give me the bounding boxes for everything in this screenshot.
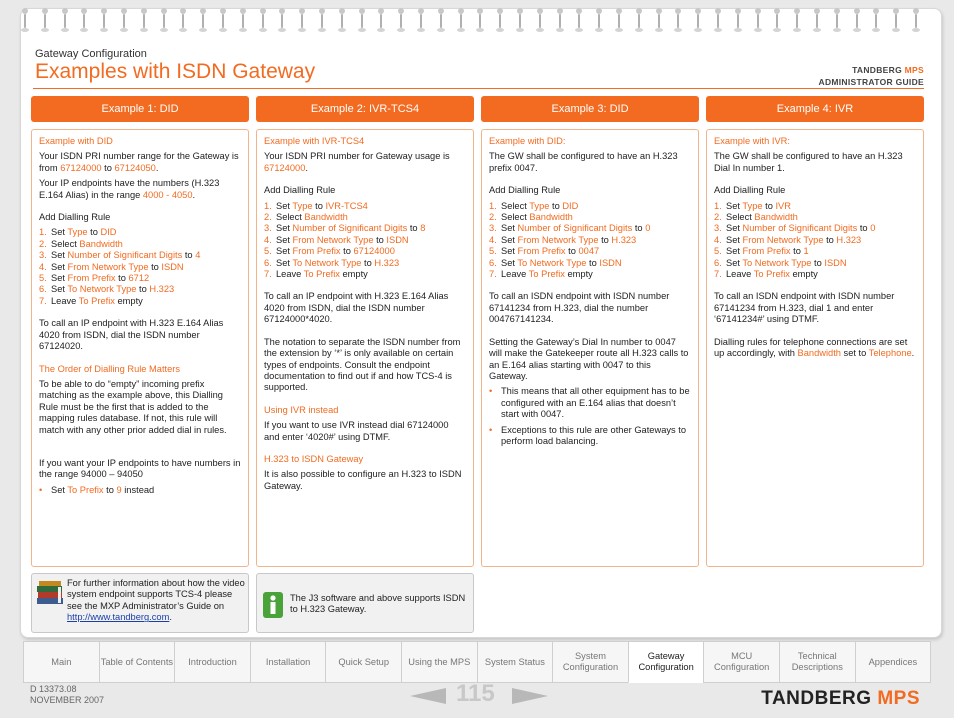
spiral-binding (24, 0, 936, 40)
bullet-item: • This means that all other equipment has to be configured with an E.164 alias that doesn’t start with 0047. (489, 386, 690, 420)
binding-ring (915, 14, 917, 28)
h323-isdn-heading: H.323 to ISDN Gateway (264, 453, 364, 464)
brand-name: TANDBERG (852, 65, 902, 75)
brand-header (819, 64, 925, 88)
dialling-rule-step: 2. Select Bandwidth (264, 212, 348, 223)
tab-example-4[interactable]: Example 4: IVR (706, 96, 924, 122)
binding-ring (539, 14, 541, 28)
dialling-rule-step: 6. Set To Network Type to ISDN (489, 257, 622, 268)
dialling-rule-list (714, 201, 916, 281)
binding-ring (103, 14, 105, 28)
binding-ring (559, 14, 561, 28)
dialling-rule-step: 4. Set From Network Type to ISDN (39, 261, 184, 272)
binding-ring (400, 14, 402, 28)
binding-ring (281, 14, 283, 28)
binding-ring (24, 14, 26, 28)
dialling-rule-step: 5. Set From Prefix to 1 (714, 246, 809, 257)
nav-tab-quick-setup[interactable]: Quick Setup (325, 641, 402, 683)
binding-ring (440, 14, 442, 28)
nav-tab-gateway-configuration[interactable]: Gateway Configuration (628, 641, 705, 683)
dialling-rule-step: 3. Set Number of Significant Digits to 0 (489, 223, 651, 234)
section-subtitle: Gateway Configuration (35, 48, 147, 60)
tandberg-link[interactable]: http://www.tandberg.com (67, 612, 170, 623)
example-2-call-text: To call an IP endpoint with H.323 E.164 Alias 4020 from ISDN, dial the ISDN number 67124000*4020. (264, 291, 449, 325)
binding-ring (380, 14, 382, 28)
example-1-aliases: Your IP endpoints have the numbers (H.323 E.164 Alias) in the range 4000 - 4050. (39, 178, 220, 200)
rule-title: Add Dialling Rule (39, 212, 111, 223)
dialling-rule-step: 7. Leave To Prefix empty (489, 269, 593, 280)
binding-ring (816, 14, 818, 28)
dialling-rule-list (489, 201, 691, 281)
binding-ring (618, 14, 620, 28)
bullet-icon: • (39, 484, 43, 495)
document-info (30, 684, 104, 706)
nav-tab-system-status[interactable]: System Status (477, 641, 554, 683)
dialling-rule-step: 1. Set Type to IVR (714, 200, 791, 211)
binding-ring (222, 14, 224, 28)
binding-ring (737, 14, 739, 28)
dialling-rule-step: 4. Set From Network Type to ISDN (264, 234, 409, 245)
binding-ring (677, 14, 679, 28)
range-text: If you want your IP endpoints to have numbers in the range 94000 – 94050 (39, 457, 241, 480)
dialling-rule-step: 5. Set From Prefix to 0047 (489, 246, 600, 257)
binding-ring (757, 14, 759, 28)
example-3-heading: Example with DID: (489, 136, 566, 146)
dialling-rule-step: 1. Set Type to IVR-TCS4 (264, 200, 368, 211)
binding-ring (519, 14, 521, 28)
dialling-rule-step: 2. Select Bandwidth (39, 238, 123, 249)
example-1-panel (31, 129, 249, 567)
example-4-dial-in: The GW shall be configured to have an H.323 Dial In number 1. (714, 151, 903, 173)
dialling-rule-step: 2. Select Bandwidth (714, 212, 798, 223)
page-number: 115 (456, 680, 495, 707)
binding-ring (638, 14, 640, 28)
dialling-rule-step: 6. Set To Network Type to H.323 (39, 284, 175, 295)
nav-tab-technical-descriptions[interactable]: Technical Descriptions (779, 641, 856, 683)
example-3-prefix: The GW shall be configured to have an H.323 prefix 0047. (489, 151, 678, 173)
page-title: Examples with ISDN Gateway (35, 60, 316, 83)
binding-ring (796, 14, 798, 28)
binding-ring (697, 14, 699, 28)
binding-ring (856, 14, 858, 28)
h323-isdn-text: It is also possible to configure an H.323 to ISDN Gateway. (264, 469, 462, 491)
binding-ring (499, 14, 501, 28)
binding-ring (420, 14, 422, 28)
binding-ring (598, 14, 600, 28)
nav-tab-introduction[interactable]: Introduction (174, 641, 251, 683)
nav-tab-using-the-mps[interactable]: Using the MPS (401, 641, 478, 683)
binding-ring (242, 14, 244, 28)
brand-mps: MPS (904, 65, 924, 75)
binding-ring (123, 14, 125, 28)
binding-ring (895, 14, 897, 28)
dialling-rule-step: 4. Set From Network Type to H.323 (489, 234, 637, 245)
rule-title: Add Dialling Rule (489, 185, 561, 196)
tandberg-logo: TANDBERG MPS (761, 688, 920, 709)
j3-info-box (256, 573, 474, 633)
telephone-text: Dialling rules for telephone connections are set up accordingly, with Bandwidth set to Telephone. (714, 336, 915, 359)
dialling-rule-step: 7. Leave To Prefix empty (714, 269, 818, 280)
dialling-rule-step: 1. Set Type to DID (39, 227, 117, 238)
tab-example-1[interactable]: Example 1: DID (31, 96, 249, 122)
bottom-navigation (23, 641, 931, 683)
dialling-rule-step: 3. Set Number of Significant Digits to 0 (714, 223, 876, 234)
example-2-number: Your ISDN PRI number for Gateway usage is 67124000. (264, 151, 450, 173)
next-page-arrow-icon[interactable] (512, 688, 548, 704)
rule-title: Add Dialling Rule (714, 185, 786, 196)
info-icon (263, 592, 283, 618)
rule-title: Add Dialling Rule (264, 185, 336, 196)
binding-ring (262, 14, 264, 28)
example-4-heading: Example with IVR: (714, 136, 790, 146)
example-3-panel (481, 129, 699, 567)
books-icon (36, 580, 64, 606)
nav-tab-installation[interactable]: Installation (250, 641, 327, 683)
ivr-heading: Using IVR instead (264, 404, 339, 415)
tab-example-2[interactable]: Example 2: IVR-TCS4 (256, 96, 474, 122)
nav-tab-system-configuration[interactable]: System Configuration (552, 641, 629, 683)
dialling-rule-step: 3. Set Number of Significant Digits to 8 (264, 223, 426, 234)
example-1-call-text: To call an IP endpoint with H.323 E.164 Alias 4020 from ISDN, dial the ISDN number 67124020. (39, 318, 224, 352)
dialling-rule-step: 2. Select Bandwidth (489, 212, 573, 223)
binding-ring (301, 14, 303, 28)
binding-ring (836, 14, 838, 28)
binding-ring (143, 14, 145, 28)
dialling-rule-step: 5. Set From Prefix to 67124000 (264, 246, 395, 257)
dialling-rule-step: 7. Leave To Prefix empty (264, 269, 368, 280)
example-3-call-text: To call an ISDN endpoint with ISDN number 67141234 from H.323, dial the number 004767141234. (489, 291, 670, 325)
bullet-item: • Exceptions to this rule are other Gateways to perform load balancing. (489, 424, 686, 446)
document-id: D 13373.08 (30, 684, 77, 694)
binding-ring (182, 14, 184, 28)
example-4-panel (706, 129, 924, 567)
notation-text: The notation to separate the ISDN number from the extension by ‘*’ is only available on certain types of endpoints. Consult the endpoint documentation to find out if and how TCS-4 is supported. (264, 336, 461, 393)
binding-ring (658, 14, 660, 28)
dialling-rule-list (264, 201, 466, 281)
ivr-text: If you want to use IVR instead dial 67124000 and enter ‘4020#’ using DTMF. (264, 420, 449, 442)
dial-in-text: Setting the Gateway’s Dial In number to 0047 will make the Gatekeeper route all H.323 calls to an E.164 alias starting with 0047 to this Gateway. (489, 336, 689, 381)
bullet-icon: • (489, 424, 493, 435)
tcs4-info-text: For further information about how the video system endpoint supports TCS-4 please see the MXP Administrator’s Guide on http://www.tandberg.com. (67, 578, 245, 623)
binding-ring (578, 14, 580, 28)
brand-guide: ADMINISTRATOR GUIDE (818, 77, 924, 87)
dialling-rule-list (39, 227, 241, 307)
binding-ring (83, 14, 85, 28)
j3-info-text: The J3 software and above supports ISDN to H.323 Gateway. (290, 593, 466, 615)
dialling-rule-step: 7. Leave To Prefix empty (39, 295, 143, 306)
binding-ring (341, 14, 343, 28)
nav-tab-main[interactable]: Main (23, 641, 100, 683)
binding-ring (163, 14, 165, 28)
binding-ring (776, 14, 778, 28)
nav-tab-mcu-configuration[interactable]: MCU Configuration (703, 641, 780, 683)
header-divider (33, 88, 924, 89)
previous-page-arrow-icon[interactable] (410, 688, 446, 704)
example-4-call-text: To call an ISDN endpoint with ISDN number 67141234 from H.323, dial 1 and enter ‘67141234#’ using DTMF. (714, 291, 895, 325)
binding-ring (361, 14, 363, 28)
binding-ring (44, 14, 46, 28)
order-heading: The Order of Dialling Rule Matters (39, 363, 181, 374)
nav-tab-appendices[interactable]: Appendices (855, 641, 932, 683)
dialling-rule-step: 4. Set From Network Type to H.323 (714, 234, 862, 245)
dialling-rule-step: 3. Set Number of Significant Digits to 4 (39, 250, 201, 261)
dialling-rule-step: 6. Set To Network Type to H.323 (264, 257, 400, 268)
example-2-heading: Example with IVR-TCS4 (264, 136, 365, 146)
example-1-heading: Example with DID (39, 136, 113, 146)
binding-ring (875, 14, 877, 28)
document-date: NOVEMBER 2007 (30, 695, 105, 705)
dialling-rule-step: 6. Set To Network Type to ISDN (714, 257, 847, 268)
tcs4-info-box (31, 573, 249, 633)
binding-ring (479, 14, 481, 28)
bullet-icon: • (489, 386, 493, 397)
example-1-range: Your ISDN PRI number range for the Gateway is from 67124000 to 67124050. (39, 151, 239, 173)
bullet-item: • Set To Prefix to 9 instead (39, 484, 155, 495)
binding-ring (64, 14, 66, 28)
binding-ring (717, 14, 719, 28)
dialling-rule-step: 1. Select Type to DID (489, 200, 579, 211)
example-2-panel (256, 129, 474, 567)
dialling-rule-step: 5. Set From Prefix to 6712 (39, 273, 150, 284)
order-text: To be able to do “empty” incoming prefix matching as the example above, this Dialling Rule must be the first that is added to the mapping rules database. If not, this rule will match with any other prior added dial in rules. (39, 378, 227, 435)
tab-example-3[interactable]: Example 3: DID (481, 96, 699, 122)
binding-ring (202, 14, 204, 28)
nav-tab-table-of-contents[interactable]: Table of Contents (99, 641, 176, 683)
binding-ring (321, 14, 323, 28)
binding-ring (460, 14, 462, 28)
